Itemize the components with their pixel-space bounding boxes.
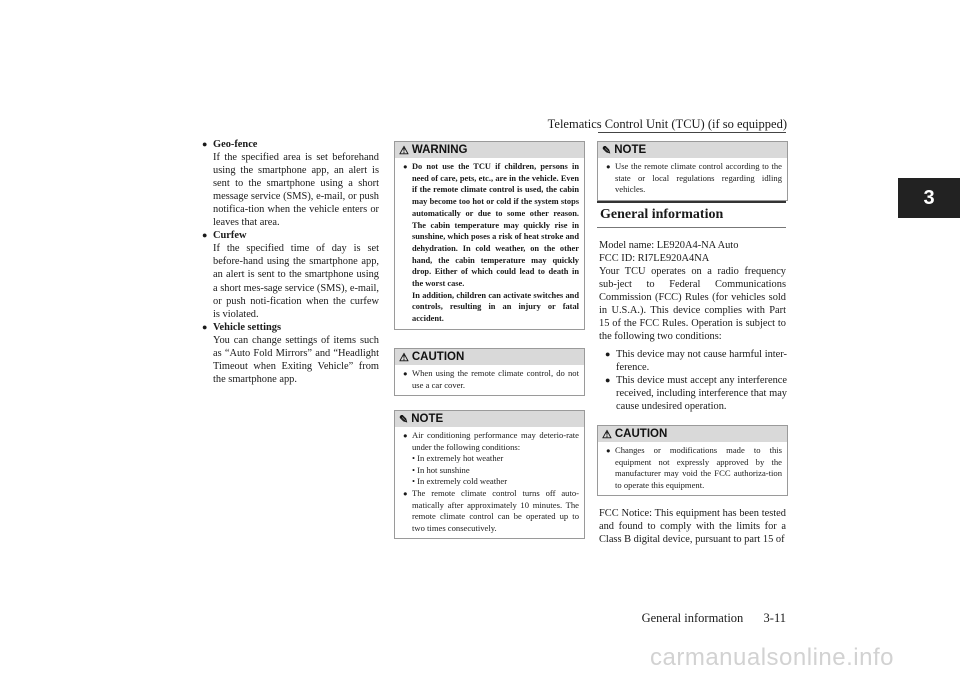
caution-body: [395, 365, 584, 395]
note-icon: ✎: [602, 144, 612, 157]
page-footer: [0, 611, 786, 626]
caution-box: [394, 348, 585, 396]
bullet-icon: ●: [202, 139, 208, 149]
bullet-icon: ●: [403, 369, 408, 378]
list-item: [204, 321, 379, 386]
list-item: [606, 445, 782, 491]
feature-title: Vehicle settings: [213, 321, 282, 333]
caution-body: [598, 442, 787, 495]
caution-label: CAUTION: [411, 351, 465, 363]
fcc-notice: FCC Notice: This equipment has been tested and found to comply with the limits for a Class B digital device, pursuant to part 15 of: [599, 508, 786, 546]
note-label: NOTE: [614, 144, 647, 156]
caution-box-2: [597, 425, 788, 496]
section-heading: General information: [597, 201, 786, 228]
caution-text: When using the remote climate control, do not use a car cover.: [412, 368, 579, 390]
conditions-list: [607, 348, 787, 413]
feature-text: If the specified area is set beforehand using the smartphone app, an alert is sent to the smartphone using a short message service (SMS), e-mail, or push notifica-tion when the vehicle enters or leaves that area.: [213, 152, 379, 229]
list-item: [403, 368, 579, 391]
model-name: Model name: LE920A4-NA Auto: [599, 240, 739, 251]
list-item: [204, 138, 379, 229]
feature-list: [204, 138, 379, 386]
list-item: [606, 161, 782, 196]
bullet-icon: ●: [202, 321, 208, 332]
warning-box: [394, 141, 585, 330]
feature-text: You can change settings of items such as “Auto Fold Mirrors” and “Headlight Timeout when Exiting Vehicle” from the smartphone app.: [213, 334, 379, 385]
warning-body: [395, 158, 584, 329]
bullet-icon: ●: [202, 230, 208, 241]
note-label: NOTE: [411, 413, 444, 425]
header-rule: [598, 132, 786, 133]
bullet-icon: ●: [605, 375, 611, 386]
footer-page-number: 3-11: [763, 611, 786, 625]
note-sub: • In hot sunshine: [412, 464, 470, 475]
list-item: [204, 229, 379, 320]
note-sub: • In extremely cold weather: [412, 476, 508, 487]
feature-title: Geo-fence: [213, 139, 258, 150]
list-item: [607, 348, 787, 374]
caution-header: [598, 426, 787, 442]
chapter-tab: 3: [898, 178, 960, 218]
footer-section: General information: [641, 611, 744, 625]
list-item: [607, 374, 787, 413]
running-header-title: Telematics Control Unit (TCU) (if so equipped): [547, 117, 787, 131]
list-item: [403, 430, 579, 488]
note-text: Air conditioning performance may deterio-rate under the following conditions:: [412, 430, 579, 452]
note-text: The remote climate control turns off auto-matically after approximately 10 minutes. The remote climate control can be operated up to two times consecutively.: [412, 487, 579, 533]
bullet-icon: ●: [403, 162, 408, 171]
feature-text: If the specified time of day is set before-hand using the smartphone app, an alert is sent to the smartphone using a short mes-sage service (SMS), e-mail, or push noti-fication when the curfew is violated.: [213, 243, 379, 320]
caution-header: [395, 349, 584, 365]
note-box: [394, 410, 585, 539]
bullet-icon: ●: [403, 431, 408, 440]
caution-label: CAUTION: [614, 428, 668, 440]
bullet-icon: ●: [605, 349, 611, 359]
warning-text: Do not use the TCU if children, persons in need of care, pets, etc., are in the vehicle. Even if the remote climate control is used, the cabin may become too hot or cold if the system stops automatically or due to some other reason. The cabin temperature may quickly rise in sunshine, which poses a risk of heat stroke and dehydration. In cold weather, on the other hand, the cabin temperature may quickly drop. Either of which could lead to death in the worst case.: [412, 162, 579, 289]
caution-triangle-icon: ⚠: [602, 428, 612, 441]
caution-text: Changes or modifications made to this equipment not expressly approved by the manufacturer may void the FCC authoriza-tion to operate this equipment.: [615, 445, 782, 490]
list-item: [403, 161, 579, 325]
caution-triangle-icon: ⚠: [399, 351, 409, 364]
list-item: [403, 488, 579, 534]
note-sub: • In extremely hot weather: [412, 453, 504, 464]
fcc-paragraph: Your TCU operates on a radio frequency sub-ject to Federal Communications Commission (FCC) Rules (for vehicles sold in U.S.A.). This device complies with Part 15 of the FCC Rules. Operation is subject to the following two conditions:: [599, 266, 786, 343]
fcc-id: FCC ID: RI7LE920A4NA: [599, 253, 710, 264]
condition-text: This device may not cause harmful inter-ference.: [616, 349, 787, 374]
watermark: carmanualsonline.info: [650, 644, 894, 671]
condition-text: This device must accept any interference received, including interference that may cause undesired operation.: [616, 375, 787, 413]
note-header: [395, 411, 584, 427]
note-text: Use the remote climate control according to the state or local regulations regarding idling vehicles.: [615, 161, 782, 195]
note-box-2: [597, 141, 788, 201]
warning-header: [395, 142, 584, 158]
note-icon: ✎: [399, 413, 409, 426]
warning-label: WARNING: [411, 144, 468, 156]
note-header: [598, 142, 787, 158]
note-body: [395, 427, 584, 538]
warning-triangle-icon: ⚠: [399, 144, 409, 157]
note-body: [598, 158, 787, 200]
bullet-icon: ●: [606, 162, 611, 171]
bullet-icon: ●: [606, 446, 611, 455]
warning-text-2: In addition, children can activate switches and controls, resulting in an injury or fatal accident.: [412, 290, 579, 324]
bullet-icon: ●: [403, 488, 408, 498]
feature-title: Curfew: [213, 230, 247, 242]
